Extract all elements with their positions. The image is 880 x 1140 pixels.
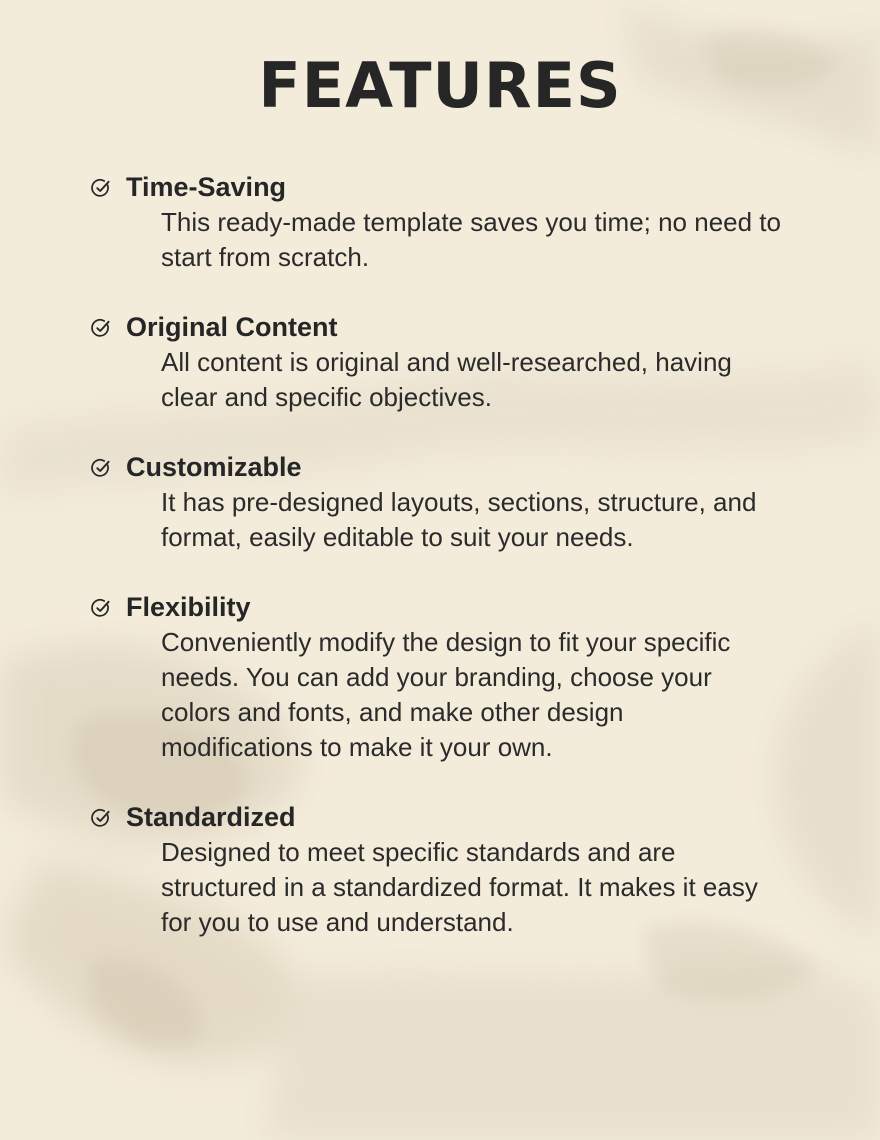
feature-header	[90, 590, 790, 625]
page-title: FEATURES	[258, 49, 622, 122]
feature-description: It has pre-designed layouts, sections, structure, and format, easily editable to suit your needs.	[161, 487, 757, 552]
check-circle-icon	[91, 458, 111, 478]
feature-header	[90, 800, 790, 835]
check-circle-icon	[91, 808, 111, 828]
feature-title: Time-Saving	[126, 172, 287, 202]
check-circle-icon	[91, 178, 111, 198]
feature-item-standardized	[90, 800, 790, 940]
feature-item-flexibility	[90, 590, 790, 765]
feature-description: Conveniently modify the design to fit your specific needs. You can add your branding, choose your colors and fonts, and make other design modifications to make it your own.	[161, 627, 731, 762]
feature-description: All content is original and well-researched, having clear and specific objectives.	[161, 347, 732, 412]
feature-header	[90, 310, 790, 345]
feature-title: Customizable	[126, 452, 302, 482]
feature-header	[90, 450, 790, 485]
feature-description: Designed to meet specific standards and are structured in a standardized format. It makes it easy for you to use and understand.	[161, 837, 758, 937]
feature-description: This ready-made template saves you time; no need to start from scratch.	[161, 207, 781, 272]
check-circle-icon	[91, 318, 111, 338]
check-circle-icon	[91, 598, 111, 618]
feature-item-original-content	[90, 310, 790, 415]
feature-title: Original Content	[126, 312, 338, 342]
feature-title: Flexibility	[126, 592, 251, 622]
feature-title: Standardized	[126, 802, 296, 832]
feature-header	[90, 170, 790, 205]
feature-item-time-saving	[90, 170, 790, 275]
feature-item-customizable	[90, 450, 790, 555]
features-list	[90, 170, 790, 975]
